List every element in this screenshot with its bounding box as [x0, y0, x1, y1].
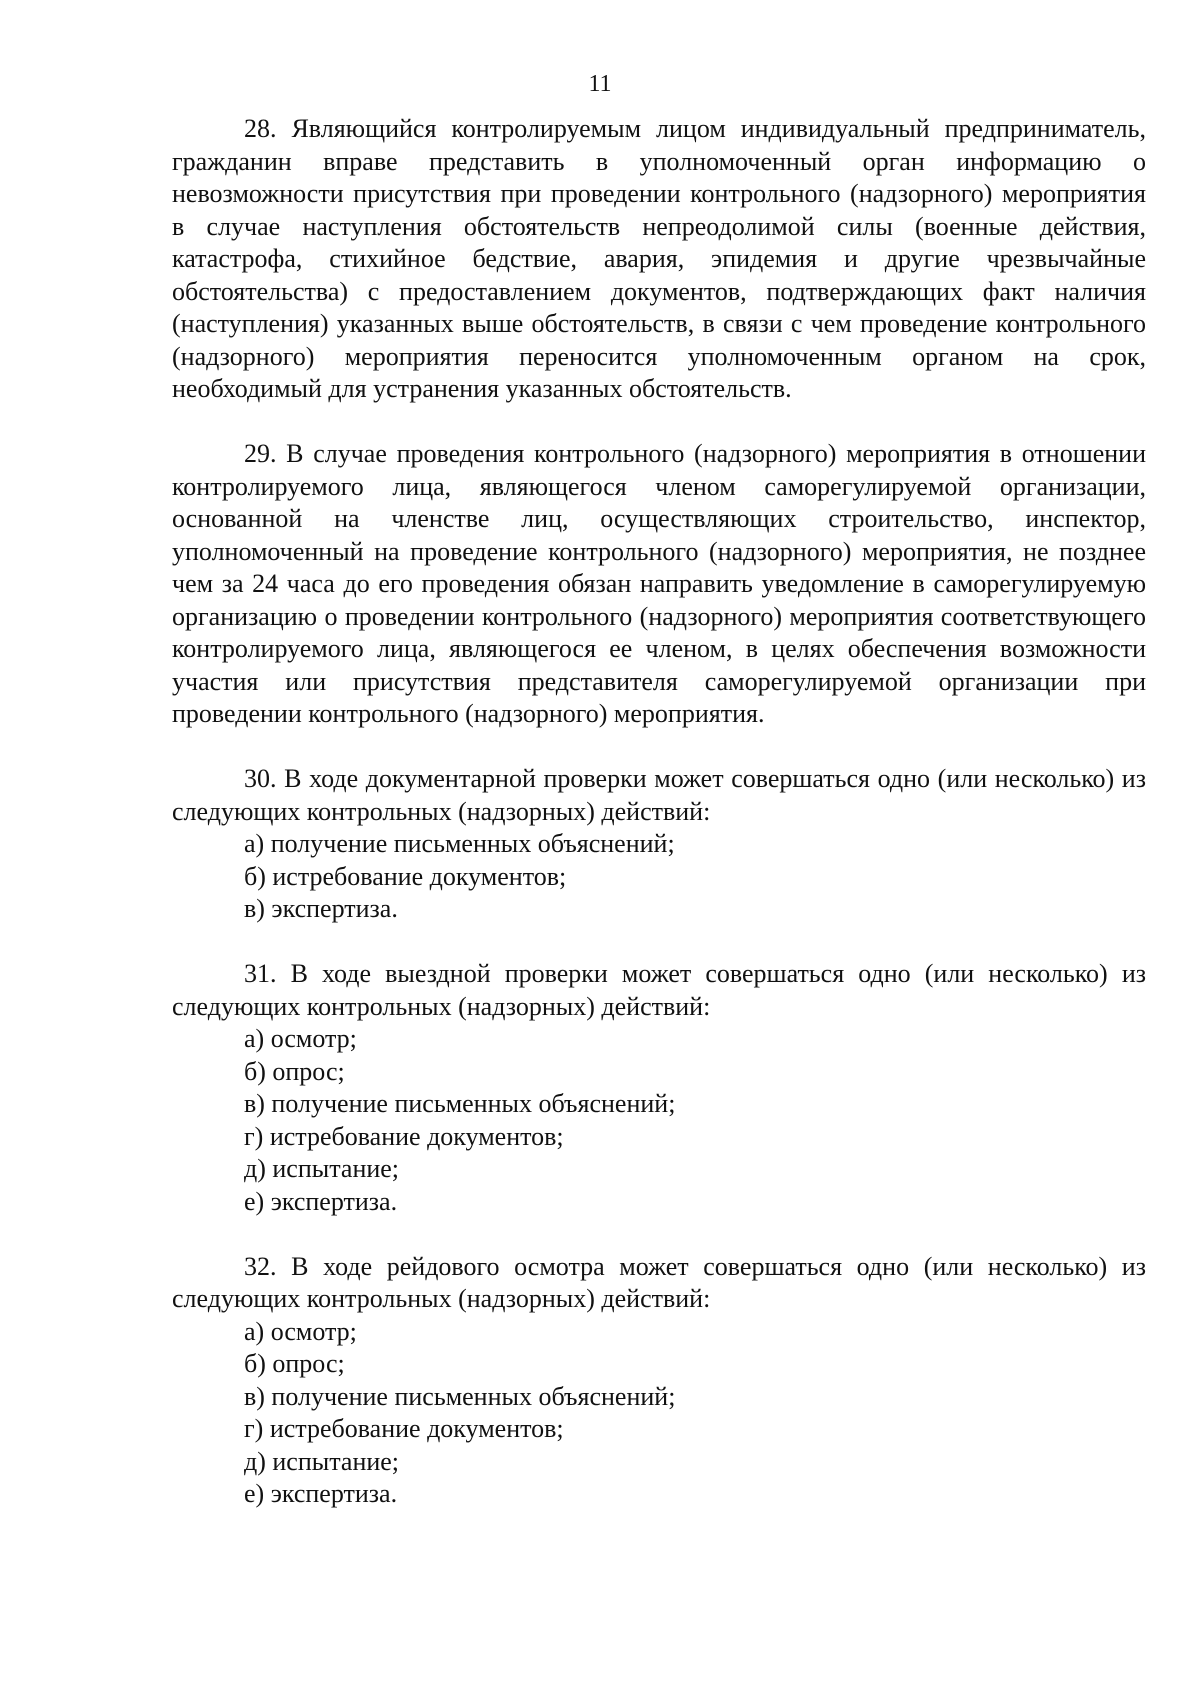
paragraph-29: 29. В случае проведения контрольного (надзорного) мероприятия в отношении контролируемого лица, являющегося членом саморегулируемой организации, основанной на членстве лиц, осуществляющих строительство, инспектор, уполномоченный на проведение контрольного (надзорного) мероприятия, не позднее чем за 24 часа до его проведения обязан направить уведомление в саморегулируемую организацию о проведении контрольного (надзорного) мероприятия соответствующего контролируемого лица, являющегося ее членом, в целях обеспечения возможности участия или присутствия представителя саморегулируемой организации при проведении контрольного (надзорного) мероприятия.	[172, 439, 1146, 728]
list-item: д) испытание;	[244, 1154, 400, 1183]
section-32-intro: 32. В ходе рейдового осмотра может совершаться одно (или несколько) из следующих контрольных (надзорных) действий:	[172, 1251, 1146, 1313]
section-30-intro: 30. В ходе документарной проверки может совершаться одно (или несколько) из следующих контрольных (надзорных) действий:	[172, 764, 1146, 826]
list-item: а) осмотр;	[244, 1024, 357, 1053]
list-item: б) опрос;	[244, 1349, 345, 1378]
section-31-intro: 31. В ходе выездной проверки может совершаться одно (или несколько) из следующих контрольных (надзорных) действий:	[172, 959, 1146, 1021]
list-item: б) истребование документов;	[244, 861, 567, 891]
list-item: в) получение письменных объяснений;	[244, 1089, 676, 1118]
list-item: г) истребование документов;	[244, 1414, 564, 1443]
list-item: г) истребование документов;	[244, 1121, 564, 1151]
list-item: б) опрос;	[244, 1056, 345, 1086]
list-item: д) испытание;	[244, 1446, 400, 1476]
list-item: а) осмотр;	[244, 1316, 357, 1346]
section-31	[172, 958, 1146, 1218]
list-item: е) экспертиза.	[244, 1479, 398, 1508]
document-body	[172, 113, 1146, 1543]
page-number: 11	[588, 71, 612, 97]
list-item: а) получение письменных объяснений;	[244, 829, 675, 858]
paragraph-28: 28. Являющийся контролируемым лицом индивидуальный предприниматель, гражданин вправе представить в уполномоченный орган информацию о невозможности присутствия при проведении контрольного (надзорного) мероприятия в случае наступления обстоятельств непреодолимой силы (военные действия, катастрофа, стихийное бедствие, авария, эпидемия и другие чрезвычайные обстоятельства) с предоставлением документов, подтверждающих факт наличия (наступления) указанных выше обстоятельств, в связи с чем проведение контрольного (надзорного) мероприятия переносится уполномоченным органом на срок, необходимый для устранения указанных обстоятельств.	[172, 114, 1146, 403]
list-item: в) получение письменных объяснений;	[244, 1381, 676, 1411]
list-item: в) экспертиза.	[244, 894, 398, 923]
section-32	[172, 1251, 1146, 1511]
list-item: е) экспертиза.	[244, 1186, 398, 1216]
section-30	[172, 763, 1146, 926]
